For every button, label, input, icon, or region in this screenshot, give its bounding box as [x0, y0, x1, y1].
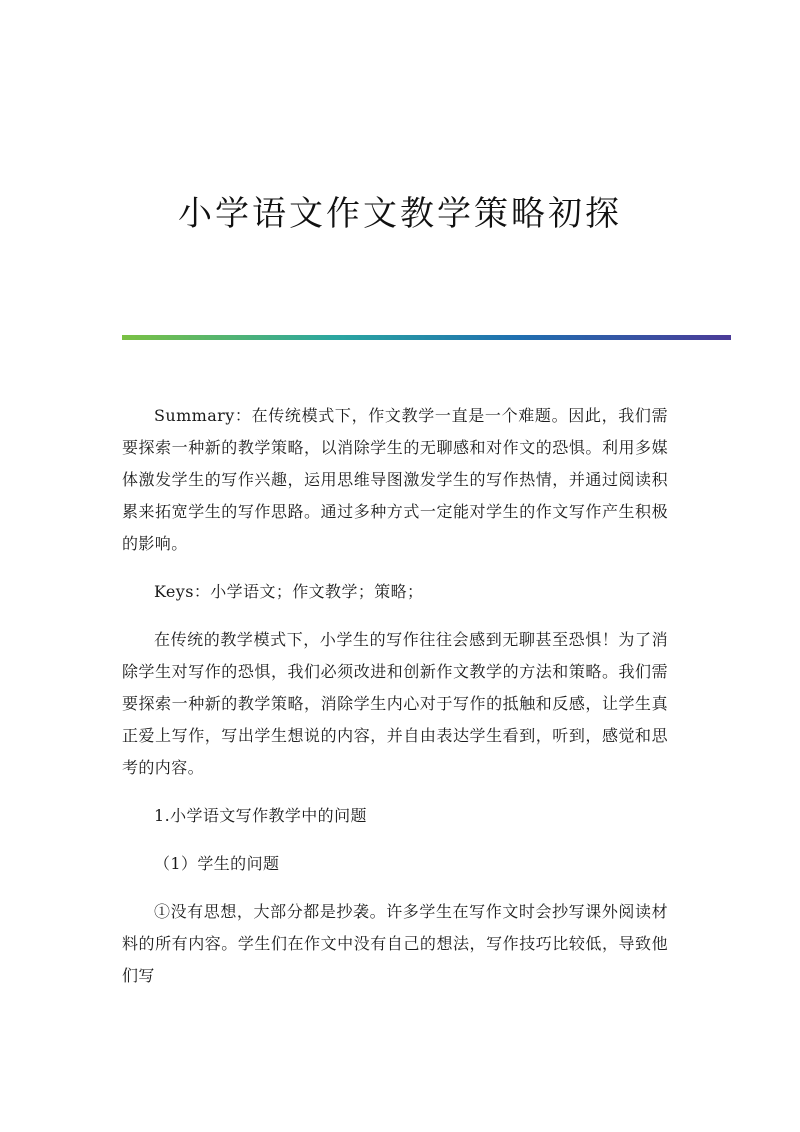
title-divider [122, 335, 731, 340]
point-paragraph: ①没有思想，大部分都是抄袭。许多学生在写作文时会抄写课外阅读材料的所有内容。学生们在作文中没有自己的想法，写作技巧比较低，导致他们写 [122, 902, 668, 985]
intro-paragraph: 在传统的教学模式下，小学生的写作往往会感到无聊甚至恐惧！为了消除学生对写作的恐惧，我们必须改进和创新作文教学的方法和策略。我们需要探索一种新的教学策略，消除学生内心对于写作的抵触和反感，让学生真正爱上写作，写出学生想说的内容，并自由表达学生看到，听到，感觉和思考的内容。 [122, 630, 668, 777]
keys-paragraph: Keys：小学语文；作文教学；策略； [154, 582, 424, 601]
section-heading: 1.小学语文写作教学中的问题 [154, 806, 367, 825]
subsection-heading: （1）学生的问题 [154, 854, 280, 873]
document-body [122, 400, 668, 1008]
document-title: 小学语文作文教学策略初探 [178, 194, 622, 234]
summary-paragraph: Summary：在传统模式下，作文教学一直是一个难题。因此，我们需要探索一种新的教学策略，以消除学生的无聊感和对作文的恐惧。利用多媒体激发学生的写作兴趣，运用思维导图激发学生的写作热情，并通过阅读积累来拓宽学生的写作思路。通过多种方式一定能对学生的作文写作产生积极的影响。 [122, 406, 668, 553]
